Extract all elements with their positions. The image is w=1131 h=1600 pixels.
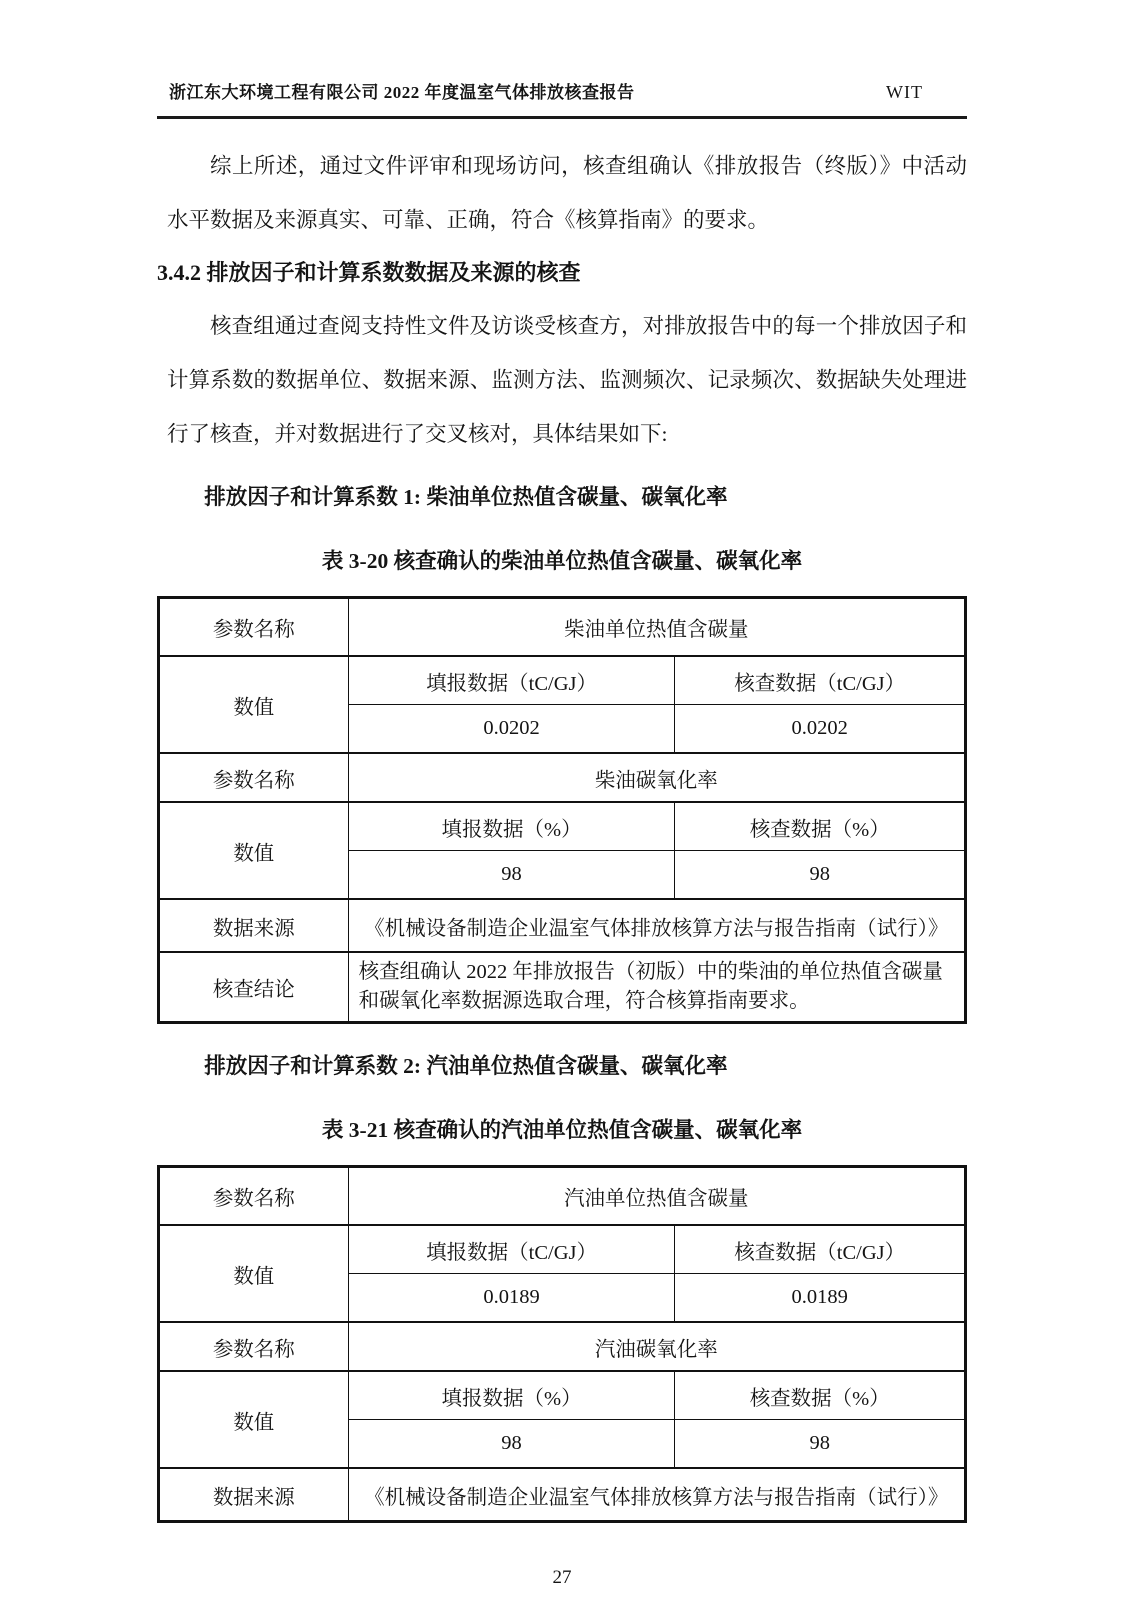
header-logo-wit: WIT: [886, 82, 923, 102]
t320-value-label-cell-1: 数值: [159, 656, 349, 753]
page-number: 27: [552, 1567, 572, 1588]
table-3-20-caption: 表 3-20 核查确认的柴油单位热值含碳量、碳氧化率: [321, 549, 803, 573]
t320-param2-value-cell: 柴油碳氧化率: [348, 753, 965, 802]
paragraph-verification-process: 核查组通过查阅支持性文件及访谈受核查方，对排放报告中的每一个排放因子和计算系数的数据单位、数据来源、监测方法、监测频次、记录频次、数据缺失处理进行了核查，并对数据进行了交叉核对，具体结果如下:: [167, 314, 967, 446]
table-row: [159, 802, 966, 851]
factor-1-heading: 排放因子和计算系数 1: 柴油单位热值含碳量、碳氧化率: [204, 485, 728, 509]
t320-source-label-cell: 数据来源: [159, 899, 349, 952]
t320-param1-label-cell: 参数名称: [159, 598, 349, 657]
t320-verified-header-pct-cell: 核查数据（%）: [675, 802, 966, 851]
t320-param2-label-cell: 参数名称: [159, 753, 349, 802]
t321-source-label-cell: 数据来源: [159, 1468, 349, 1522]
table-3-21-caption: 表 3-21 核查确认的汽油单位热值含碳量、碳氧化率: [321, 1118, 803, 1142]
t321-param2-value-cell: 汽油碳氧化率: [348, 1322, 965, 1371]
t321-value-label-cell-1: 数值: [159, 1225, 349, 1322]
factor-2-heading: 排放因子和计算系数 2: 汽油单位热值含碳量、碳氧化率: [204, 1054, 728, 1078]
section-heading-3-4-2: 3.4.2 排放因子和计算系数数据及来源的核查: [157, 260, 581, 285]
table-row: [159, 1167, 966, 1226]
table-row: [159, 1371, 966, 1420]
t321-reported-value-cell: 0.0189: [348, 1274, 675, 1323]
table-row: [159, 1225, 966, 1274]
t321-reported-header-tcgj-cell: 填报数据（tC/GJ）: [348, 1225, 675, 1274]
t320-verified-value-cell: 0.0202: [675, 705, 966, 754]
t321-reported-pct-value-cell: 98: [348, 1420, 675, 1469]
table-row: [159, 753, 966, 802]
t320-verified-pct-value-cell: 98: [675, 851, 966, 900]
t320-reported-pct-value-cell: 98: [348, 851, 675, 900]
header-title: 浙江东大环境工程有限公司 2022 年度温室气体排放核查报告: [169, 83, 635, 102]
t321-reported-header-pct-cell: 填报数据（%）: [348, 1371, 675, 1420]
t320-param1-value-cell: 柴油单位热值含碳量: [348, 598, 965, 657]
t320-reported-header-pct-cell: 填报数据（%）: [348, 802, 675, 851]
table-3-21: [157, 1165, 967, 1523]
table-row: [159, 598, 966, 657]
t320-source-value-cell: 《机械设备制造企业温室气体排放核算方法与报告指南（试行）》: [348, 899, 965, 952]
t320-conclusion-value-cell: 核查组确认 2022 年排放报告（初版）中的柴油的单位热值含碳量和碳氧化率数据源选取合理，符合核算指南要求。: [348, 952, 965, 1023]
t320-value-label-cell-2: 数值: [159, 802, 349, 899]
paragraph-summary: 综上所述，通过文件评审和现场访问，核查组确认《排放报告（终版）》中活动水平数据及来源真实、可靠、正确，符合《核算指南》的要求。: [167, 154, 967, 232]
t321-source-value-cell: 《机械设备制造企业温室气体排放核算方法与报告指南（试行）》: [348, 1468, 965, 1522]
t321-param1-value-cell: 汽油单位热值含碳量: [348, 1167, 965, 1226]
t320-conclusion-label-cell: 核查结论: [159, 952, 349, 1023]
t320-reported-value-cell: 0.0202: [348, 705, 675, 754]
t321-param2-label-cell: 参数名称: [159, 1322, 349, 1371]
t321-value-label-cell-2: 数值: [159, 1371, 349, 1468]
table-row: [159, 1322, 966, 1371]
t320-verified-header-tcgj-cell: 核查数据（tC/GJ）: [675, 656, 966, 705]
t321-verified-header-pct-cell: 核查数据（%）: [675, 1371, 966, 1420]
table-row: [159, 656, 966, 705]
table-row: [159, 899, 966, 952]
t321-verified-header-tcgj-cell: 核查数据（tC/GJ）: [675, 1225, 966, 1274]
t321-param1-label-cell: 参数名称: [159, 1167, 349, 1226]
t320-reported-header-tcgj-cell: 填报数据（tC/GJ）: [348, 656, 675, 705]
t321-verified-value-cell: 0.0189: [675, 1274, 966, 1323]
table-row: [159, 952, 966, 1023]
t321-verified-pct-value-cell: 98: [675, 1420, 966, 1469]
table-row: [159, 1468, 966, 1522]
page-header: [157, 78, 967, 119]
table-3-20: [157, 596, 967, 1024]
